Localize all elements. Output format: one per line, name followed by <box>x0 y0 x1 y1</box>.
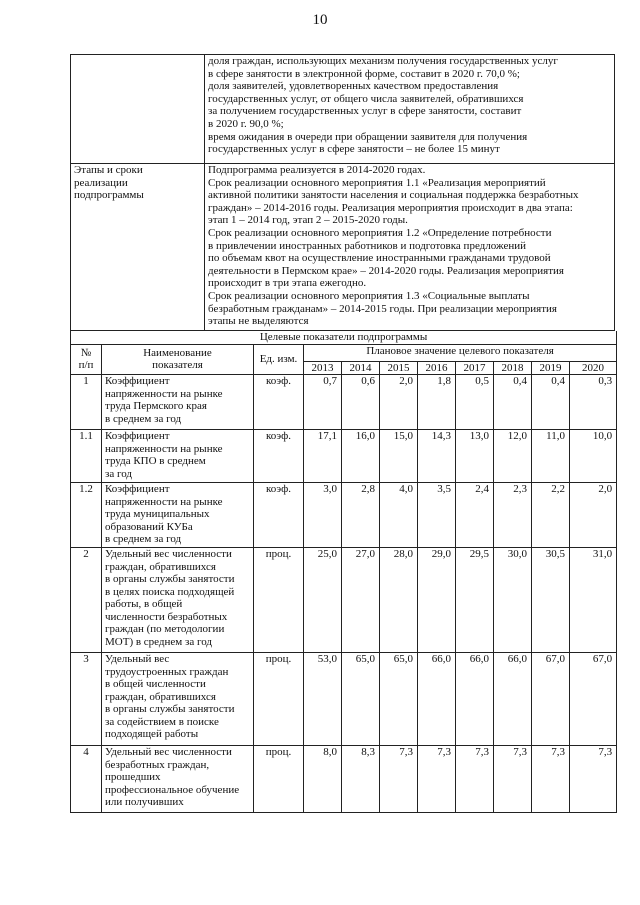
stages-line: по объемам квот на осуществление иностранными гражданами трудовой <box>208 252 551 265</box>
year-header: 2013 <box>304 361 342 375</box>
value-cell: 25,0 <box>304 548 342 653</box>
indicator-name-line: граждан, обратившихся <box>105 560 216 573</box>
stages-line: этап 1 – 2014 год, этап 2 – 2015-2020 годы. <box>208 214 408 227</box>
indicator-name-line: труда муниципальных <box>105 508 210 520</box>
results-line: в сфере занятости в электронной форме, составит в 2020 г. 70,0 %; <box>208 67 520 80</box>
value-cell: 65,0 <box>342 653 380 746</box>
results-line: доля граждан, использующих механизм получения государственных услуг <box>208 55 558 67</box>
unit-cell: коэф. <box>254 483 304 548</box>
value-cell: 10,0 <box>570 430 617 483</box>
results-row <box>71 55 615 164</box>
indicator-name <box>102 746 254 813</box>
indicator-name <box>102 653 254 746</box>
table-row <box>71 548 617 653</box>
value-cell: 7,3 <box>494 746 532 813</box>
indicator-name-line: граждан (по методологии <box>105 623 225 635</box>
indicators-table <box>70 331 617 813</box>
indicator-name-line: в целях поиска подходящей <box>105 585 235 598</box>
year-header: 2016 <box>418 361 456 375</box>
row-number: 1.1 <box>71 430 102 483</box>
row-number: 1.2 <box>71 483 102 548</box>
year-header: 2017 <box>456 361 494 375</box>
indicator-name-line: в общей численности <box>105 678 206 690</box>
value-cell: 12,0 <box>494 430 532 483</box>
stages-line: Срок реализации основного мероприятия 1.2 «Определение потребности <box>208 226 552 239</box>
value-cell: 0,4 <box>494 375 532 430</box>
value-cell: 2,2 <box>532 483 570 548</box>
indicator-name-line: Коэффициент <box>105 483 170 495</box>
stages-line: безработным гражданам» – 2014-2015 годы. При реализации мероприятия <box>208 302 557 315</box>
table-row <box>71 746 617 813</box>
value-cell: 2,0 <box>570 483 617 548</box>
year-header: 2014 <box>342 361 380 375</box>
year-header: 2018 <box>494 361 532 375</box>
stages-text <box>205 164 615 331</box>
col-name-line: показателя <box>152 359 203 372</box>
table-row <box>71 375 617 430</box>
indicator-name <box>102 548 254 653</box>
indicator-name-line: напряженности на рынке <box>105 442 223 455</box>
value-cell: 15,0 <box>380 430 418 483</box>
value-cell: 8,3 <box>342 746 380 813</box>
value-cell: 28,0 <box>380 548 418 653</box>
unit-cell: коэф. <box>254 430 304 483</box>
col-unit-header: Ед. изм. <box>254 344 304 375</box>
results-line: доля заявителей, удовлетворенных качеством предоставления <box>208 80 499 93</box>
value-cell: 3,0 <box>304 483 342 548</box>
indicator-name-line: Коэффициент <box>105 430 170 442</box>
row-number: 2 <box>71 548 102 653</box>
value-cell: 0,4 <box>532 375 570 430</box>
indicator-name <box>102 375 254 430</box>
results-text <box>205 55 615 164</box>
indicator-name-line: напряженности на рынке <box>105 495 223 508</box>
value-cell: 2,4 <box>456 483 494 548</box>
indicator-name-line: профессиональное обучение <box>105 783 240 796</box>
indicator-name-line: Удельный вес <box>105 653 170 665</box>
indicator-name-line: трудоустроенных граждан <box>105 665 229 678</box>
results-line: за получением государственных услуг в сфере занятости, составит <box>208 105 522 118</box>
indicator-name-line: подходящей работы <box>105 728 199 740</box>
stages-label-line: Этапы и сроки <box>74 164 143 176</box>
document-body <box>70 54 614 813</box>
col-no-line: № <box>80 346 92 359</box>
unit-cell: проц. <box>254 746 304 813</box>
indicator-name-line: напряженности на рынке <box>105 387 223 400</box>
value-cell: 0,6 <box>342 375 380 430</box>
indicator-name-line: в среднем за год <box>105 533 182 545</box>
value-cell: 1,8 <box>418 375 456 430</box>
indicator-name-line: численности безработных <box>105 610 228 623</box>
year-header: 2015 <box>380 361 418 375</box>
indicator-name <box>102 483 254 548</box>
indicator-name-line: в среднем за год <box>105 412 182 425</box>
stages-label-line: реализации <box>74 176 128 189</box>
value-cell: 67,0 <box>532 653 570 746</box>
stages-line: деятельности в Пермском крае» – 2014-2020 годы. Реализация мероприятия <box>208 264 564 277</box>
value-cell: 66,0 <box>418 653 456 746</box>
value-cell: 65,0 <box>380 653 418 746</box>
row-number: 1 <box>71 375 102 430</box>
value-cell: 29,0 <box>418 548 456 653</box>
value-cell: 7,3 <box>380 746 418 813</box>
col-name-header <box>102 344 254 375</box>
year-header: 2019 <box>532 361 570 375</box>
caption-row <box>71 331 617 344</box>
value-cell: 7,3 <box>456 746 494 813</box>
indicator-name-line: образований КУБа <box>105 520 193 533</box>
header-row <box>71 344 617 361</box>
value-cell: 66,0 <box>494 653 532 746</box>
stages-line: происходит в три этапа ежегодно. <box>208 277 367 290</box>
value-cell: 7,3 <box>532 746 570 813</box>
value-cell: 0,5 <box>456 375 494 430</box>
value-cell: 2,8 <box>342 483 380 548</box>
col-no-header <box>71 344 102 375</box>
stages-line: Срок реализации основного мероприятия 1.1 «Реализация мероприятий <box>208 176 546 189</box>
stages-line: граждан» – 2014-2016 годы. Реализация мероприятия происходит в два этапа: <box>208 201 573 214</box>
value-cell: 53,0 <box>304 653 342 746</box>
value-cell: 4,0 <box>380 483 418 548</box>
value-cell: 30,0 <box>494 548 532 653</box>
stages-line: Срок реализации основного мероприятия 1.3 «Социальные выплаты <box>208 289 530 302</box>
col-name-line: Наименование <box>143 346 212 359</box>
indicator-name-line: Коэффициент <box>105 375 170 387</box>
results-label-cell <box>71 55 205 164</box>
col-no-line: п/п <box>78 359 94 372</box>
indicators-caption: Целевые показатели подпрограммы <box>71 331 617 344</box>
results-line: государственных услуг, от общего числа заявителей, обратившихся <box>208 92 524 105</box>
indicator-name-line: безработных граждан, <box>105 758 210 771</box>
year-header: 2020 <box>570 361 617 375</box>
value-cell: 13,0 <box>456 430 494 483</box>
stages-line: в привлечении иностранных работников и подготовка предложений <box>208 239 526 252</box>
value-cell: 66,0 <box>456 653 494 746</box>
table-row <box>71 653 617 746</box>
indicator-name <box>102 430 254 483</box>
indicator-name-line: в органы службы занятости <box>105 703 235 715</box>
unit-cell: проц. <box>254 548 304 653</box>
value-cell: 30,5 <box>532 548 570 653</box>
value-cell: 14,3 <box>418 430 456 483</box>
passport-table <box>70 54 615 331</box>
indicator-name-line: за содействием в поиске <box>105 715 219 728</box>
value-cell: 7,3 <box>570 746 617 813</box>
indicator-name-line: граждан, обратившихся <box>105 690 216 703</box>
unit-cell: коэф. <box>254 375 304 430</box>
value-cell: 27,0 <box>342 548 380 653</box>
results-line: время ожидания в очереди при обращении заявителя для получения <box>208 130 528 143</box>
results-line: государственных услуг в сфере занятости – не более 15 минут <box>208 143 500 156</box>
value-cell: 2,0 <box>380 375 418 430</box>
unit-cell: проц. <box>254 653 304 746</box>
indicator-name-line: труда Пермского края <box>105 400 207 412</box>
indicator-name-line: Удельный вес численности <box>105 548 232 560</box>
value-cell: 2,3 <box>494 483 532 548</box>
value-cell: 17,1 <box>304 430 342 483</box>
stages-line: этапы не выделяются <box>208 315 309 328</box>
value-cell: 7,3 <box>418 746 456 813</box>
value-cell: 29,5 <box>456 548 494 653</box>
value-cell: 16,0 <box>342 430 380 483</box>
indicator-name-line: за год <box>105 467 132 480</box>
results-line: в 2020 г. 90,0 %; <box>208 117 284 130</box>
stages-line: активной политики занятости населения и социальная поддержка безработных <box>208 189 579 202</box>
value-cell: 8,0 <box>304 746 342 813</box>
table-row <box>71 483 617 548</box>
indicator-name-line: МОТ) в среднем за год <box>105 635 212 648</box>
row-number: 4 <box>71 746 102 813</box>
value-cell: 0,3 <box>570 375 617 430</box>
value-cell: 11,0 <box>532 430 570 483</box>
page-number: 10 <box>312 12 328 28</box>
indicator-name-line: или получивших <box>105 796 184 808</box>
stages-label-line: подпрограммы <box>74 189 144 202</box>
indicator-name-line: в органы службы занятости <box>105 573 235 585</box>
indicator-name-line: работы, в общей <box>105 598 183 610</box>
value-cell: 31,0 <box>570 548 617 653</box>
row-number: 3 <box>71 653 102 746</box>
value-cell: 3,5 <box>418 483 456 548</box>
stages-row <box>71 164 615 331</box>
stages-label <box>71 164 205 331</box>
plan-header: Плановое значение целевого показателя <box>304 344 617 361</box>
indicator-name-line: Удельный вес численности <box>105 746 232 758</box>
value-cell: 0,7 <box>304 375 342 430</box>
table-row <box>71 430 617 483</box>
indicator-name-line: труда КПО в среднем <box>105 455 206 467</box>
stages-line: Подпрограмма реализуется в 2014-2020 годах. <box>208 164 426 176</box>
value-cell: 67,0 <box>570 653 617 746</box>
indicator-name-line: прошедших <box>105 771 161 783</box>
